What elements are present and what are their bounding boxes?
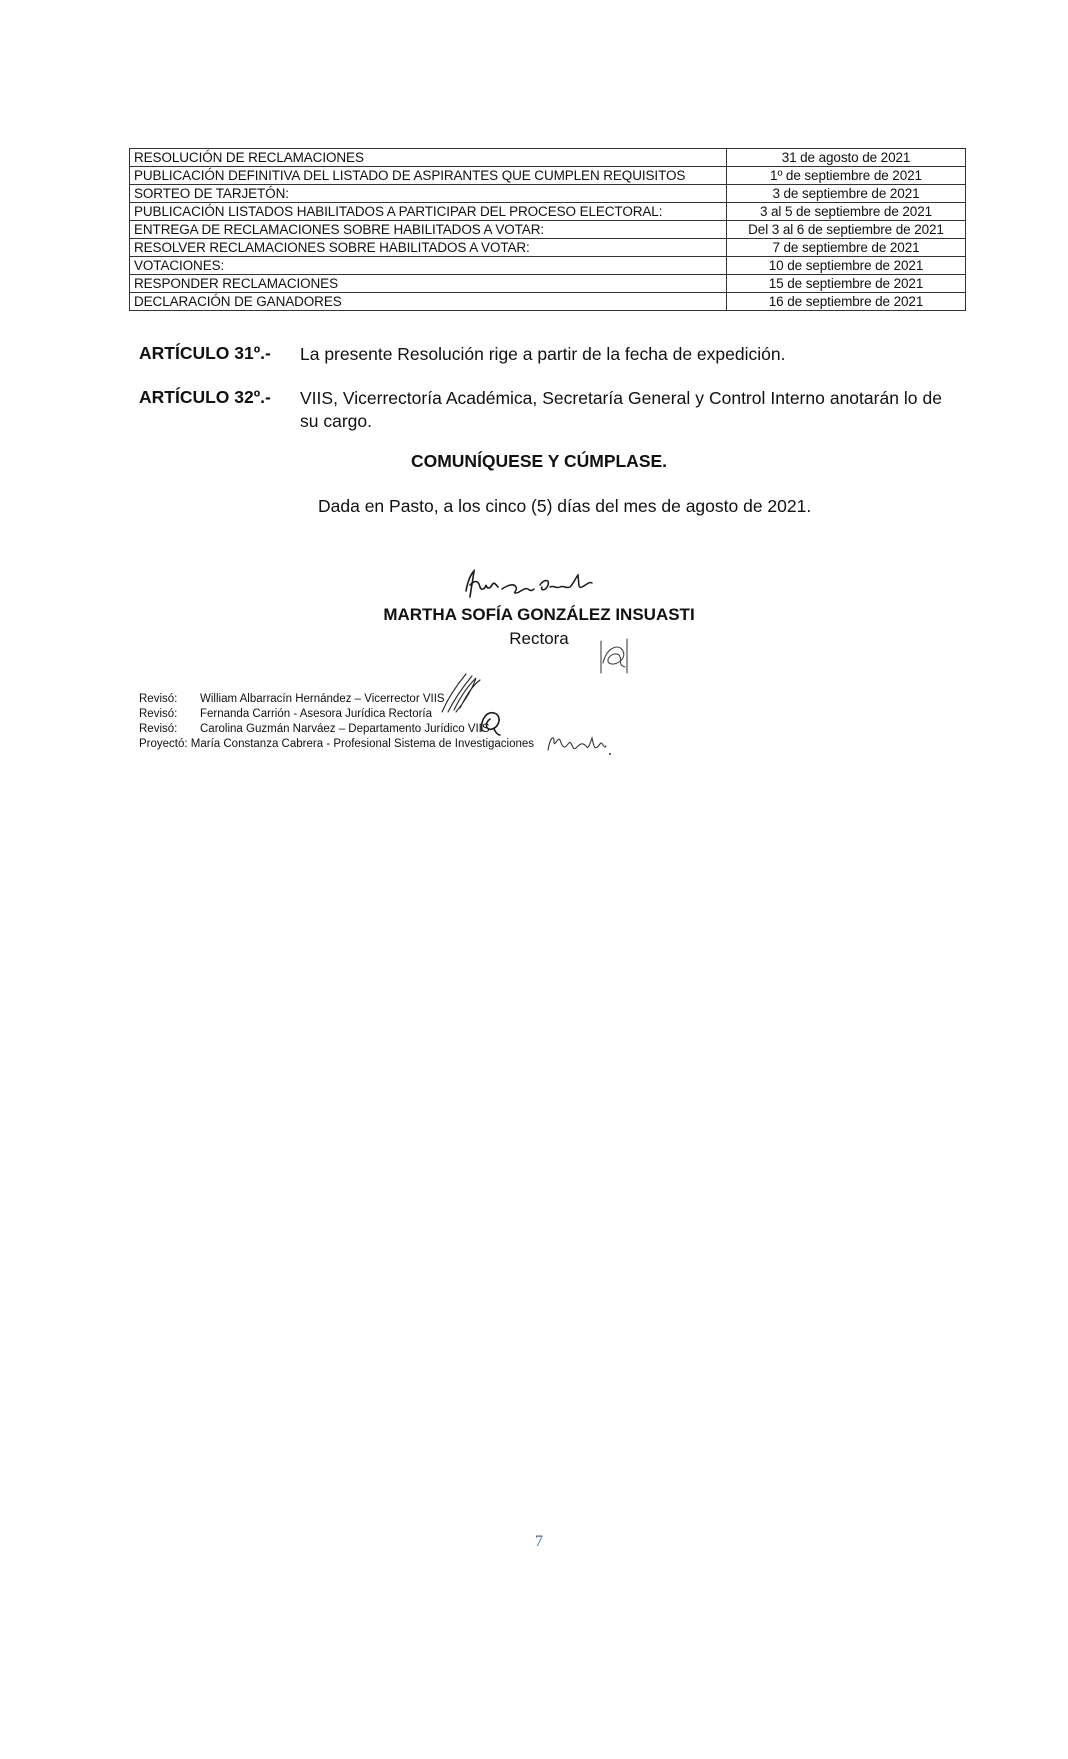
review-text: Fernanda Carrión - Asesora Jurídica Rectoría [200,708,433,720]
schedule-activity: PUBLICACIÓN LISTADOS HABILITADOS A PARTICIPAR DEL PROCESO ELECTORAL: [130,203,727,221]
review-label: Revisó: [139,723,178,735]
review-line [139,707,432,722]
schedule-date: Del 3 al 6 de septiembre de 2021 [727,221,966,239]
review-line [139,737,534,752]
schedule-date: 31 de agosto de 2021 [727,149,966,167]
review-label: Revisó: [139,708,178,720]
table-row [130,221,966,239]
schedule-activity: RESOLVER RECLAMACIONES SOBRE HABILITADOS A VOTAR: [130,239,727,257]
table-row [130,257,966,275]
table-row [130,167,966,185]
table-row [130,293,966,311]
table-row [130,275,966,293]
article-31-label: ARTÍCULO 31º.- [139,343,271,363]
page-number: 7 [535,1533,543,1550]
schedule-date: 15 de septiembre de 2021 [727,275,966,293]
schedule-table [129,148,966,311]
closing-formula: COMUNÍQUESE Y CÚMPLASE. [410,451,668,471]
schedule-activity: RESPONDER RECLAMACIONES [130,275,727,293]
schedule-activity: DECLARACIÓN DE GANADORES [130,293,727,311]
schedule-date: 10 de septiembre de 2021 [727,257,966,275]
reviewer-signature-icon [544,728,614,760]
issue-date-line: Dada en Pasto, a los cinco (5) días del mes de agosto de 2021. [318,496,812,516]
table-row [130,185,966,203]
schedule-activity: VOTACIONES: [130,257,727,275]
table-row [130,239,966,257]
schedule-activity: RESOLUCIÓN DE RECLAMACIONES [130,149,727,167]
initials-scribble-icon [597,637,631,675]
signer-role: Rectora [509,629,569,648]
schedule-activity: SORTEO DE TARJETÓN: [130,185,727,203]
rector-signature-icon [458,567,608,603]
signer-name: MARTHA SOFÍA GONZÁLEZ INSUASTI [383,605,695,624]
schedule-date: 3 de septiembre de 2021 [727,185,966,203]
review-text: William Albarracín Hernández – Vicerrector VIIS [200,693,445,705]
schedule-date: 3 al 5 de septiembre de 2021 [727,203,966,221]
schedule-activity: PUBLICACIÓN DEFINITIVA DEL LISTADO DE ASPIRANTES QUE CUMPLEN REQUISITOS [130,167,727,185]
reviewer-signature-icon [476,707,506,737]
review-label: Revisó: [139,693,178,705]
schedule-date: 1º de septiembre de 2021 [727,167,966,185]
table-row [130,149,966,167]
review-label: Proyectó: [139,738,188,750]
schedule-date: 7 de septiembre de 2021 [727,239,966,257]
article-31-text: La presente Resolución rige a partir de la fecha de expedición. [300,344,786,364]
table-row [130,203,966,221]
schedule-date: 16 de septiembre de 2021 [727,293,966,311]
review-line [139,722,490,737]
review-text: Carolina Guzmán Narváez – Departamento Jurídico VIIS [200,723,490,735]
schedule-activity: ENTREGA DE RECLAMACIONES SOBRE HABILITADOS A VOTAR: [130,221,727,239]
review-text: María Constanza Cabrera - Profesional Sistema de Investigaciones [190,738,535,750]
review-line [139,692,445,707]
article-32-label: ARTÍCULO 32º.- [139,387,271,407]
article-32-text: VIIS, Vicerrectoría Académica, Secretaría General y Control Interno anotarán lo de su cargo. [300,388,942,431]
